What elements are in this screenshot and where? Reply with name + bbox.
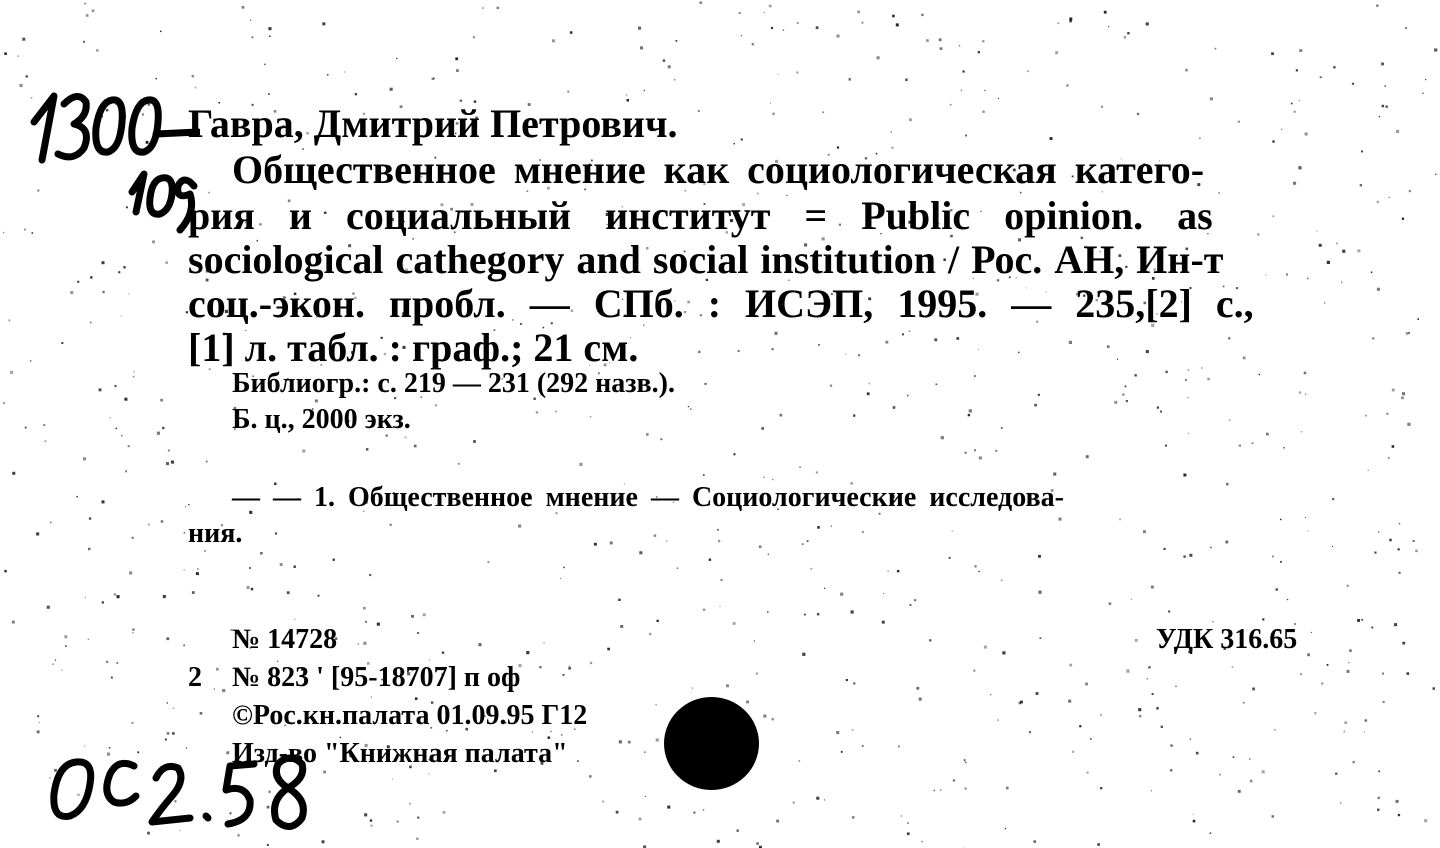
title-line-1: Общественное мнение как социологическая катего- — [232, 147, 1205, 192]
copy-count: 2 — [188, 662, 202, 693]
subject-line-1: — — 1. Общественное мнение — Социологические исследова- — [232, 482, 1064, 513]
author-heading: Гавра, Дмитрий Петрович. — [188, 101, 678, 146]
udc-code: УДК 316.65 — [1156, 624, 1298, 655]
title-line-4: соц.-экон. пробл. — СПб. : ИСЭП, 1995. — 235,[2] с., — [188, 281, 1254, 326]
price-note: Б. ц., 2000 экз. — [232, 404, 411, 435]
handwritten-shelf-code — [40, 744, 320, 848]
subject-line-2: ния. — [188, 518, 243, 549]
record-number: № 14728 — [232, 624, 338, 655]
title-line-2: рия и социальный институт = Public opinion. as — [188, 193, 1213, 238]
title-line-3: sociological cathegory and social institution / Рос. АН, Ин-т — [188, 237, 1224, 282]
title-line-5: [1] л. табл. : граф.; 21 см. — [188, 325, 639, 370]
record-number-2: № 823 ' [95-18707] п оф — [232, 662, 521, 693]
bibliography-note: Библиогр.: с. 219 — 231 (292 назв.). — [232, 368, 675, 399]
publisher-line: Изд-во "Книжная палата" — [232, 738, 568, 769]
handwritten-call-number — [20, 82, 200, 242]
punch-hole — [664, 697, 759, 790]
copyright-line: ©Рос.кн.палата 01.09.95 Г12 — [232, 700, 588, 731]
